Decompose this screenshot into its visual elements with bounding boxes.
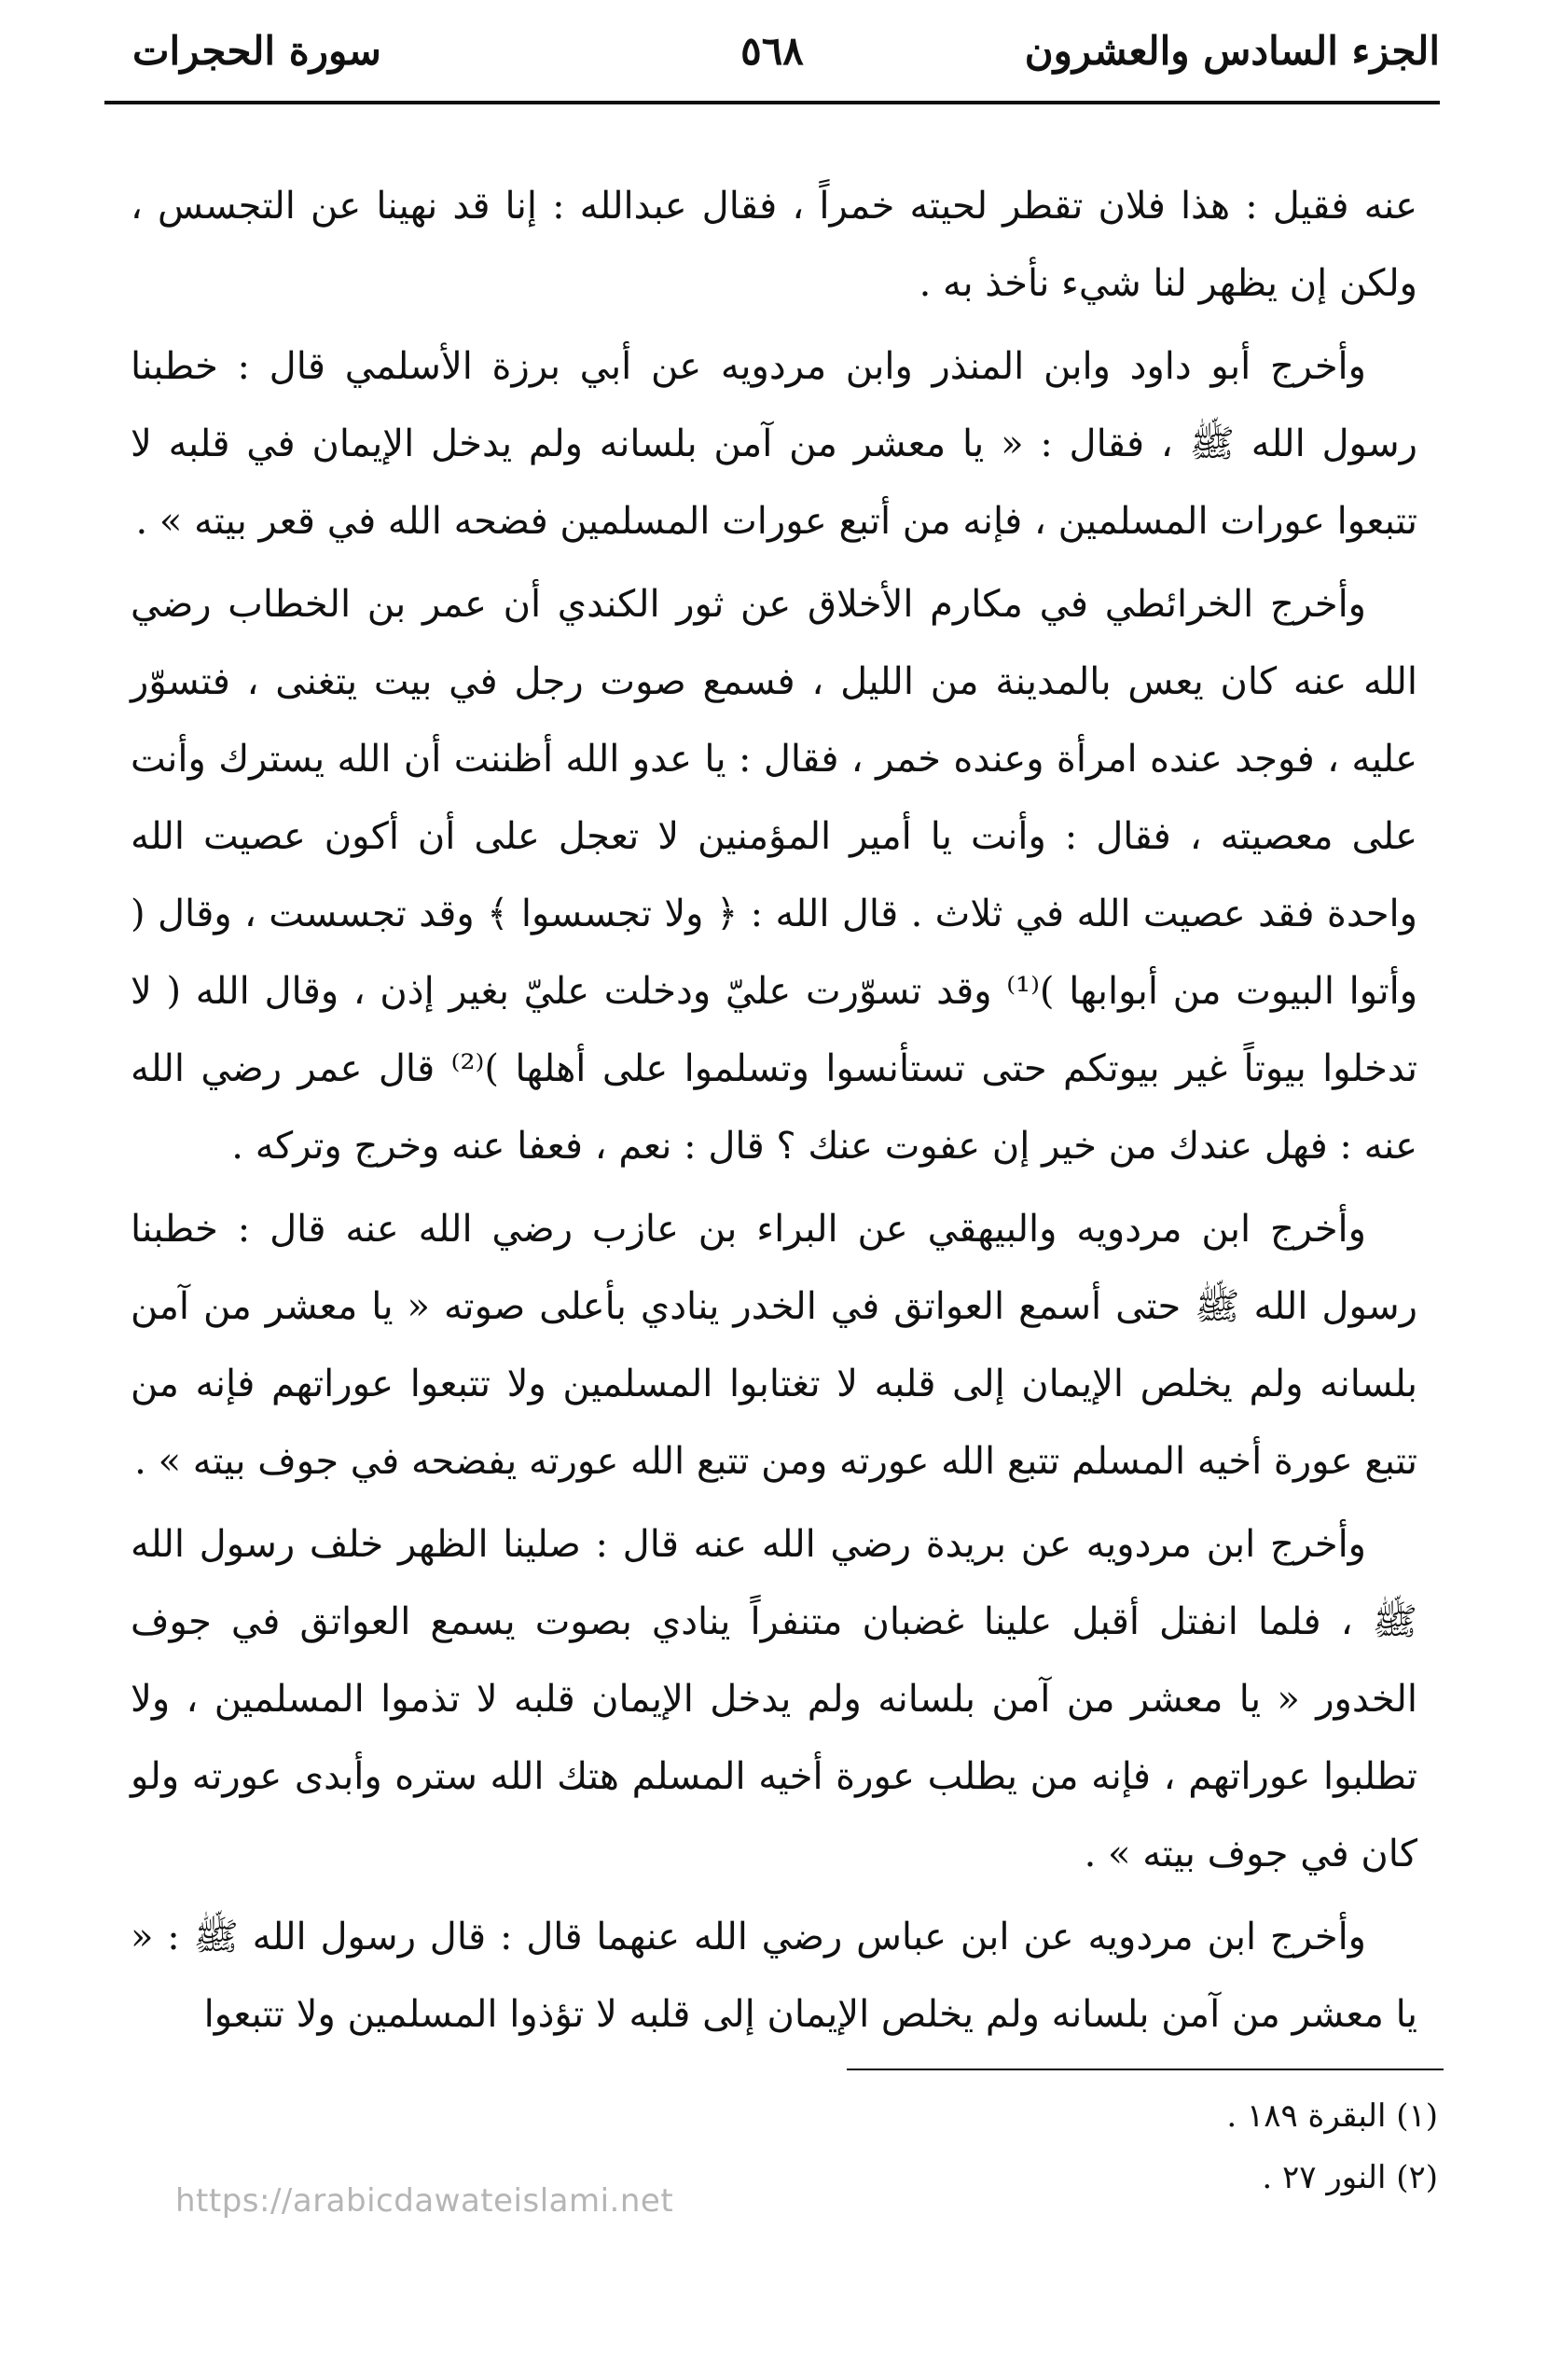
- page-number: ٥٦٨: [740, 28, 804, 74]
- paragraph: وأخرج الخرائطي في مكارم الأخلاق عن ثور الكندي أن عمر بن الخطاب رضي الله عنه كان يعس بالمدينة من الليل ، فسمع صوت رجل في بيت يتغنى ، فتسوّر عليه ، فوجد عنده امرأة وعنده خمر ، فقال : يا عدو الله أظننت أن الله يسترك وأنت على معصيته ، فقال : وأنت يا أمير المؤمنين لا تعجل على أن أكون عصيت الله واحدة فقد عصيت الله في ثلاث . قال الله : ﴿ ولا تجسسوا ﴾ وقد تجسست ، وقال ( وأتوا البيوت من أبوابها )⁽¹⁾ وقد تسوّرت عليّ ودخلت عليّ بغير إذن ، وقال الله ( لا تدخلوا بيوتاً غير بيوتكم حتى تستأنسوا وتسلموا على أهلها )⁽²⁾ قال عمر رضي الله عنه : فهل عندك من خير إن عفوت عنك ؟ قال : نعم ، فعفا عنه وخرج وتركه .: [131, 583, 1418, 1168]
- footnotes: [785, 2085, 1438, 2208]
- body-text: [131, 168, 1417, 2059]
- page-header: [104, 21, 1440, 95]
- header-divider: [104, 101, 1440, 104]
- watermark-url: https://arabicdawateislami.net: [175, 2182, 674, 2220]
- footnote: (٢) النور ٢٧ .: [1262, 2159, 1438, 2196]
- paragraph: وأخرج أبو داود وابن المنذر وابن مردويه عن أبي برزة الأسلمي قال : خطبنا رسول الله ﷺ ، فقال : « يا معشر من آمن بلسانه ولم يدخل الإيمان في قلبه لا تتبعوا عورات المسلمين ، فإنه من أتبع عورات المسلمين فضحه الله في قعر بيته » .: [131, 345, 1417, 543]
- footnote-divider: [847, 2069, 1444, 2070]
- part-title: الجزء السادس والعشرون: [1024, 28, 1440, 74]
- surah-title: سورة الحجرات: [132, 28, 381, 74]
- paragraph: عنه فقيل : هذا فلان تقطر لحيته خمراً ، فقال عبدالله : إنا قد نهينا عن التجسس ، ولكن إن يظهر لنا شيء نأخذ به .: [131, 185, 1417, 305]
- paragraph: وأخرج ابن مردويه عن بريدة رضي الله عنه قال : صلينا الظهر خلف رسول الله ﷺ ، فلما انفتل أقبل علينا غضبان متنفراً ينادي بصوت يسمع العواتق في جوف الخدور « يا معشر من آمن بلسانه ولم يدخل الإيمان قلبه لا تذموا المسلمين ، ولا تطلبوا عوراتهم ، فإنه من يطلب عورة أخيه المسلم هتك الله ستره وأبدى عورته ولو كان في جوف بيته » .: [131, 1523, 1417, 1875]
- paragraph: وأخرج ابن مردويه والبيهقي عن البراء بن عازب رضي الله عنه قال : خطبنا رسول الله ﷺ حتى أسمع العواتق في الخدر ينادي بأعلى صوته « يا معشر من آمن بلسانه ولم يخلص الإيمان إلى قلبه لا تغتابوا المسلمين ولا تتبعوا عوراتهم فإنه من تتبع عورة أخيه المسلم تتبع الله عورته ومن تتبع الله عورته يفضحه في جوف بيته » .: [131, 1208, 1417, 1483]
- paragraph: وأخرج ابن مردويه عن ابن عباس رضي الله عنهما قال : قال رسول الله ﷺ : « يا معشر من آمن بلسانه ولم يخلص الإيمان إلى قلبه لا تؤذوا المسلمين ولا تتبعوا: [131, 1916, 1417, 2036]
- footnote: (١) البقرة ١٨٩ .: [1226, 2097, 1438, 2135]
